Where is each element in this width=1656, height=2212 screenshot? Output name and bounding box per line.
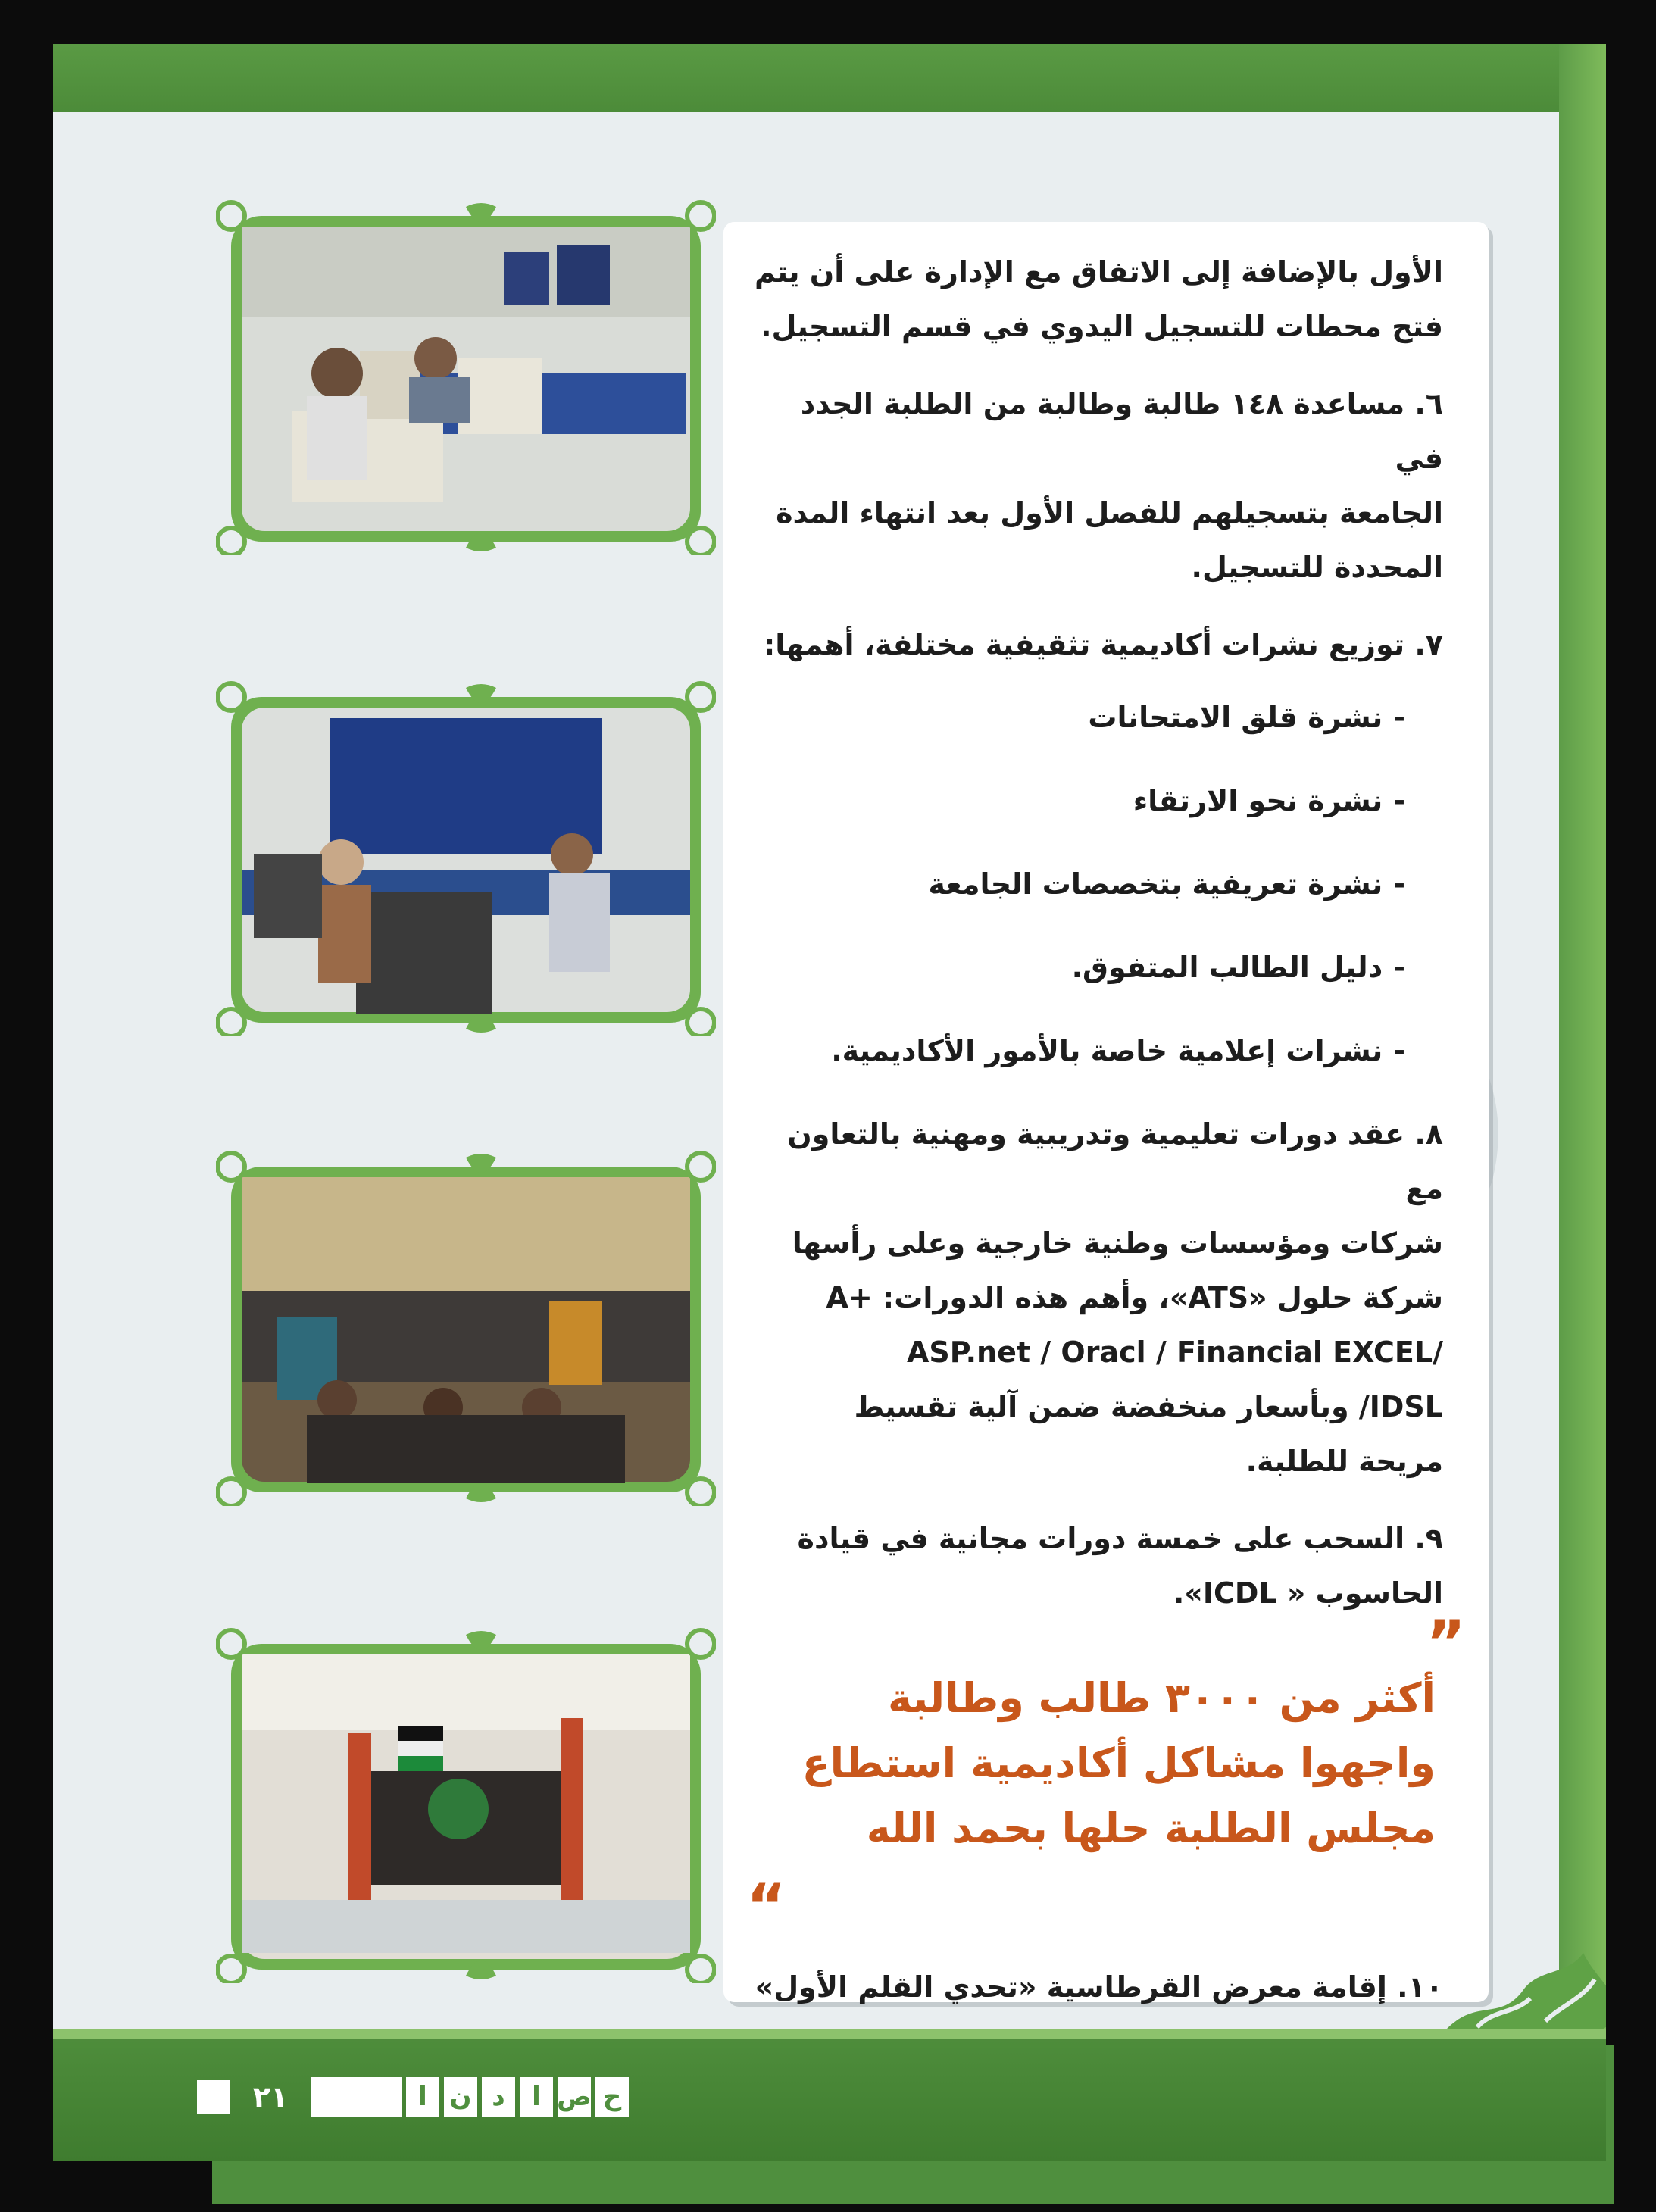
bullet-dash: - [1393,701,1405,734]
paragraph-8 [746,1107,1443,1489]
bullet-item [746,940,1443,995]
paragraph-6 [746,376,1443,595]
pull-quote [746,1607,1466,1942]
quote-line: مجلس الطلبة حلها بحمد الله [866,1804,1436,1852]
bullet-dash: - [1393,1034,1405,1067]
text-line: ٧. توزيع نشرات أكاديمية تثقيفية مختلفة، أهمها: [764,628,1443,661]
text-line: شركة حلول «ATS»، وأهم هذه الدورات: +A [826,1281,1443,1314]
quote-line: واجهوا مشاكل أكاديمية استطاع [801,1739,1436,1787]
text-line: /ASP.net / Oracl / Financial EXCEL [906,1336,1443,1369]
bullet-text: نشرات إعلامية خاصة بالأمور الأكاديمية. [831,1034,1383,1067]
text-line: ٦. مساعدة ١٤٨ طالبة وطالبة من الطلبة الجدد في [800,387,1443,475]
text-line: IDSL/ وبأسعار منخفضة ضمن آلية تقسيط [854,1390,1443,1423]
page-footer [197,2074,629,2120]
text-line: الحاسوب « ICDL». [1173,1576,1443,1610]
logo-letter: ا [520,2077,553,2117]
bullet-item [746,690,1443,745]
top-green-band [53,44,1606,112]
photo-exhibition-stand-flags [216,1627,716,1983]
text-line: الأول بالإضافة إلى الاتفاق مع الإدارة على أن يتم [754,255,1443,289]
bullet-text: نشرة نحو الارتقاء [1133,784,1383,817]
bottom-band-highlight [53,2029,1606,2039]
text-line: المحددة للتسجيل. [1191,551,1443,584]
text-line: مريحة للطلبة. [1245,1445,1443,1478]
logo-letter: ا [406,2077,439,2117]
footer-square [197,2080,230,2114]
bullet-dash: - [1393,951,1405,984]
logo-letter: ص [558,2077,591,2117]
text-line: ٩. السحب على خمسة دورات مجانية في قيادة [797,1522,1443,1555]
bullet-item [746,1023,1443,1078]
quote-open-mark: ” [1426,1607,1466,1678]
page-number: ٢١ [252,2080,289,2114]
quote-line: أكثر من ٣٠٠٠ طالب وطالبة [888,1674,1436,1722]
logo-letter: ح [595,2077,629,2117]
text-line: الجامعة بتسجيلهم للفصل الأول بعد انتهاء المدة [776,496,1443,530]
logo-letter: د [482,2077,515,2117]
quote-close-mark: “ [746,1871,786,1942]
photo-computer-lab-registration [216,199,716,555]
magazine-logo [311,2077,629,2117]
bullet-item [746,773,1443,828]
article-text-card [723,222,1489,2002]
bullet-dash: - [1393,784,1405,817]
logo-block [311,2077,402,2117]
bullet-dash: - [1393,867,1405,901]
bullet-text: نشرة تعريفية بتخصصات الجامعة [928,867,1383,901]
text-line: شركات ومؤسسات وطنية خارجية وعلى رأسها [792,1226,1443,1260]
photo-students-at-computers [216,680,716,1036]
text-line: ١٠. إقامة معرض القرطاسية «تحدي القلم الأول» [755,1970,1443,2004]
logo-letter: ن [444,2077,477,2117]
bullet-item [746,857,1443,911]
photo-exhibition-hall [216,1150,716,1506]
text-line: فتح محطات للتسجيل اليدوي في قسم التسجيل. [761,310,1443,343]
paragraph-intro [746,245,1443,354]
bullet-text: نشرة قلق الامتحانات [1088,701,1383,734]
paragraph-7 [746,617,1443,672]
bullet-text: دليل الطالب المتفوق. [1071,951,1383,984]
paragraph-9 [746,1511,1443,1620]
text-line: ٨. عقد دورات تعليمية وتدريبية ومهنية بالتعاون مع [787,1117,1443,1205]
magazine-page [53,44,1606,2161]
